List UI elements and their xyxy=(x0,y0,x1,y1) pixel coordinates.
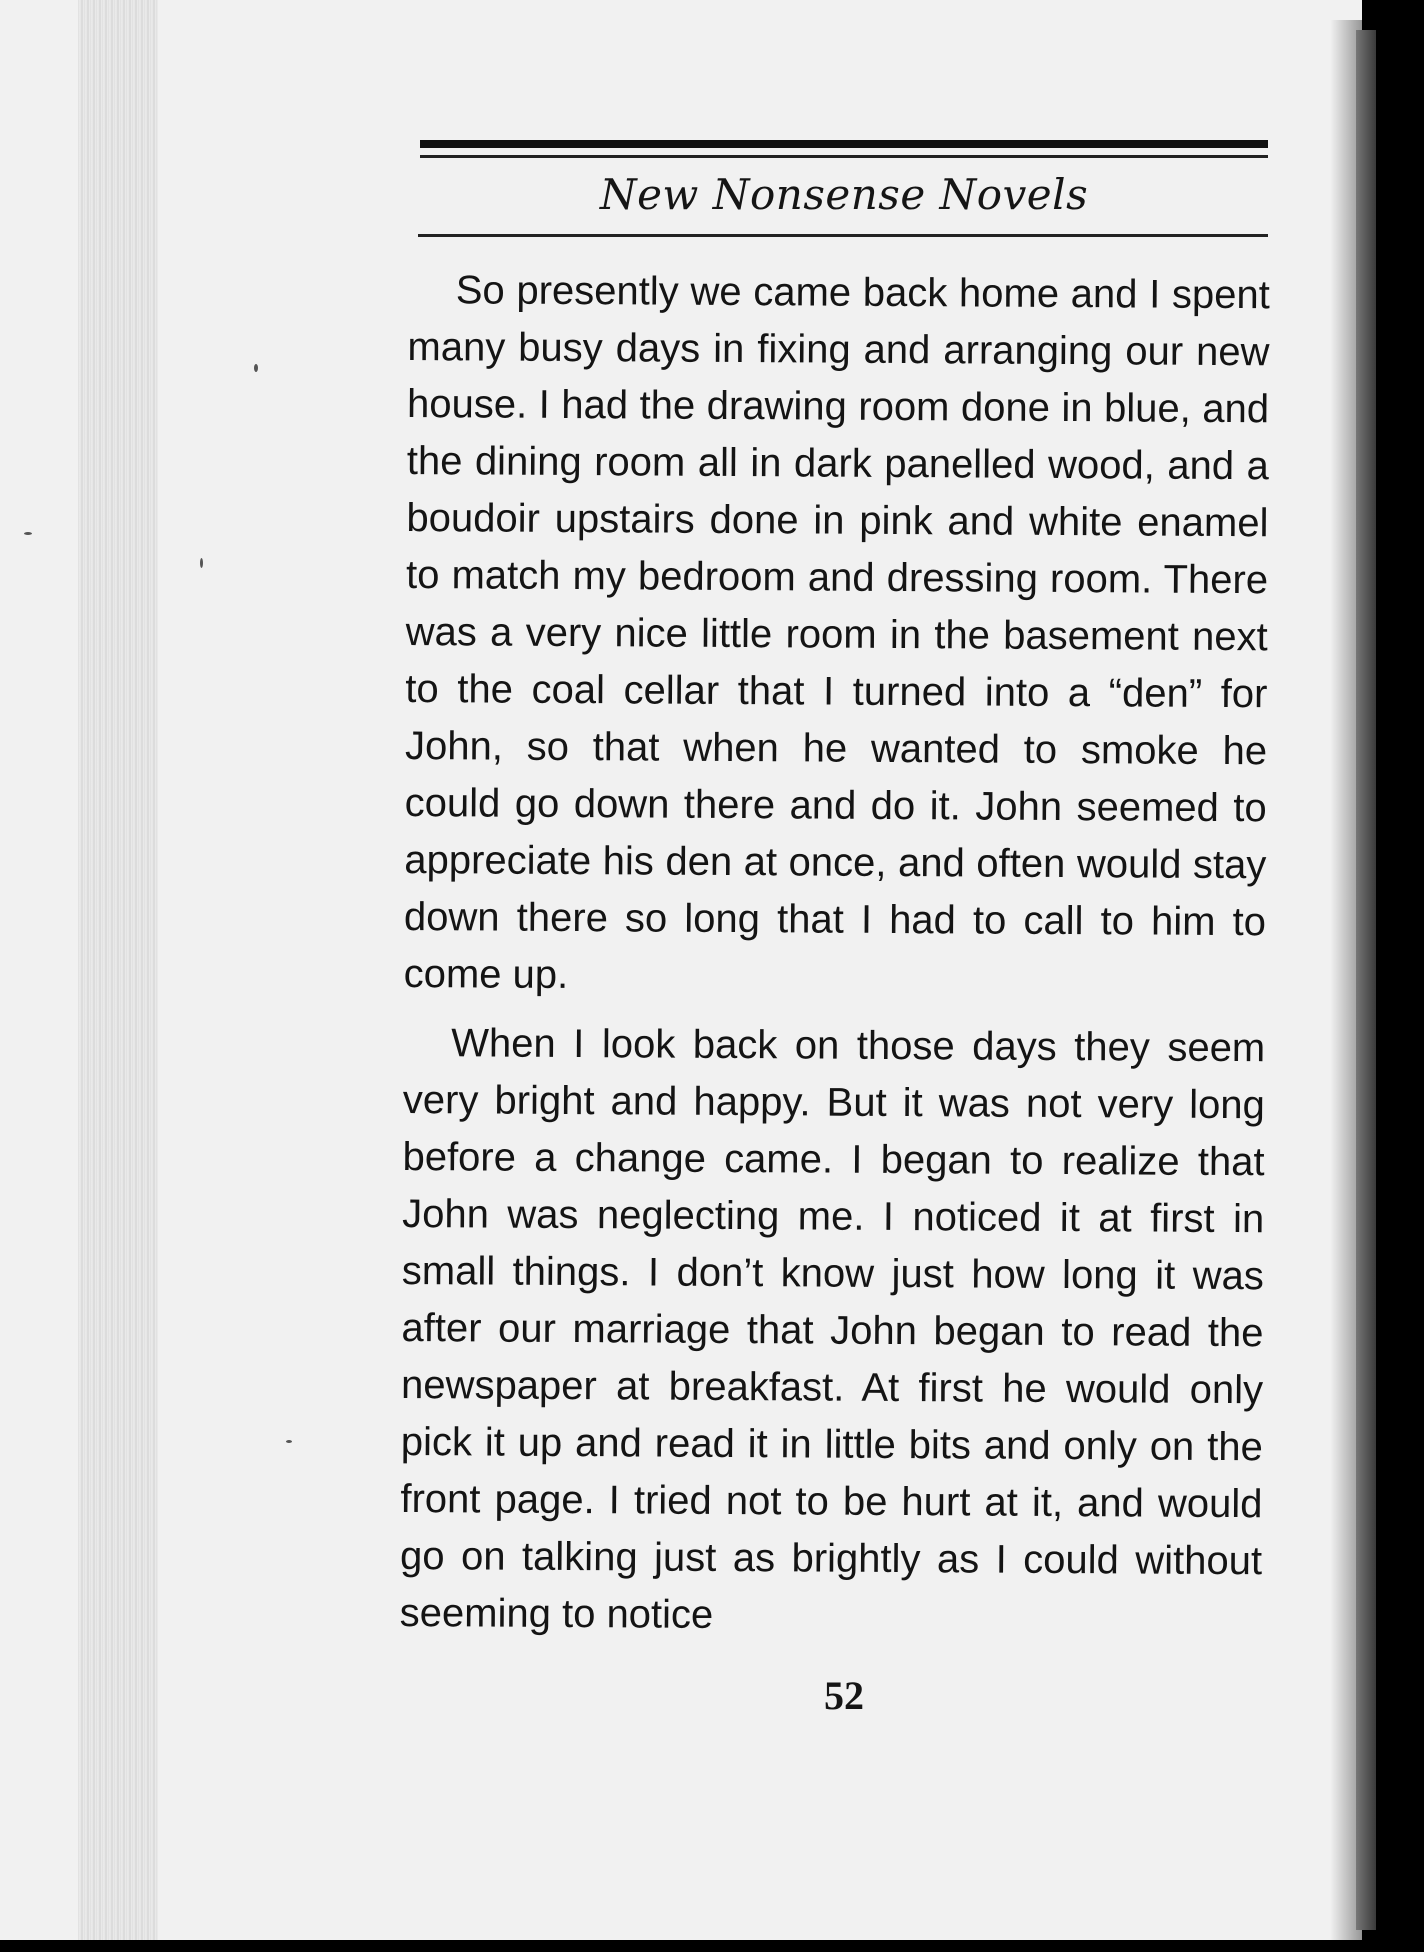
paper-speck xyxy=(286,1440,292,1443)
paper-speck xyxy=(254,364,258,372)
running-title: New Nonsense Novels xyxy=(599,170,1089,219)
paper-speck xyxy=(24,532,32,535)
paragraph-2: When I look back on those days they seem very bright and happy. But it was not very long before a change came. I began to realize that John was neglecting me. I noticed it at first in small things. I don’t know just how long it was after our marriage that John began to read the newspaper at breakfast. At first he would only pick it up and read it in little bits and only on the front page. I tried not to be hurt at it, and would go on talking just as brightly as I could without seeming to notice xyxy=(399,1021,1266,1637)
page-number: 52 xyxy=(824,1673,864,1718)
body-text xyxy=(400,262,1270,1647)
paper-speck xyxy=(200,558,203,568)
header-underline-rule xyxy=(418,234,1268,237)
header-rule-thick xyxy=(420,140,1268,148)
paragraph-1: So presently we came back home and I spent many busy days in fixing and arranging our new house. I had the drawing room done in blue, and the dining room all in dark panelled wood, and a boudoir upstairs done in pink and white enamel to match my bedroom and dressing room. There was a very nice little room in the basement next to the coal cellar that I turned into a “den” for John, so that when he wanted to smoke he could go down there and do it. John seemed to appreciate his den at once, and often would stay down there so long that I had to call to him to come up. xyxy=(403,268,1270,997)
page-edge-stack xyxy=(78,0,158,1940)
header-rule-thin xyxy=(420,155,1268,158)
binding-edge xyxy=(1356,30,1376,1930)
